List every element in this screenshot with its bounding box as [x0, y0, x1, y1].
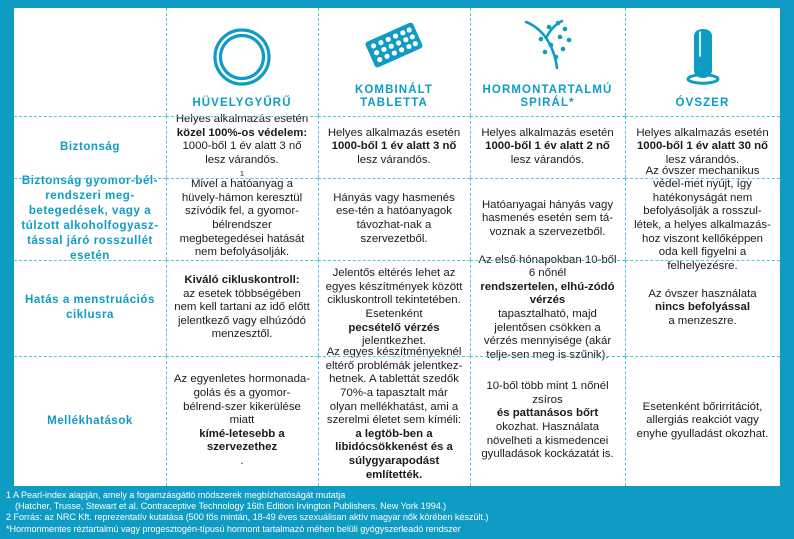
column-header-label: HORMONTARTALMÚ SPIRÁL*: [482, 84, 613, 109]
row-label-menstrual-cycle: Hatás a menstruációs ciklusra: [14, 260, 166, 356]
column-header-combined-pill: [318, 8, 470, 116]
column-header-condom: [625, 8, 780, 116]
cell-gi-ring: Mivel a hatóanyag a hüvely-hámon keresztül szívódik fel, a gyomor-bélrendszer megbetegedései hatását nem befolyásolják.: [166, 178, 318, 260]
column-header-label: ÓVSZER: [675, 97, 730, 109]
footnote-1-source: (Hatcher, Trusse, Stewart et al. Contraceptive Technology 16th Edition Irvington Publishers. New York 1994.): [15, 501, 447, 512]
cell-side-pill: Az egyes készítményeknél eltérő problémák jelentkez-hetnek. A tablettát szedők 70%-a tapasztalt már olyan mellékhatást, ami a szerelmi életet sem kíméli: a legtöb-ben a libidócsökkenést és a súlygyarapodást említették.: [318, 356, 470, 486]
vaginal-ring-icon: [212, 23, 272, 91]
cell-gi-pill: Hányás vagy hasmenés ese-tén a hatóanyagok távozhat-nak a szervezetből.: [318, 178, 470, 260]
cell-side-condom: Esetenként bőrirritációt, allergiás reakciót vagy enyhe gyulladást okozhat.: [625, 356, 780, 486]
cell-cycle-iud: Az első hónapokban 10-ből 6 nőnél rendszertelen, elhú-zódó vérzés tapasztalható, majd jelentősen csökken a vérzés mennyisége (akár telje-sen meg is szűnik).: [470, 260, 625, 356]
row-label-side-effects: Mellékhatások: [14, 356, 166, 486]
footnotes: [0, 486, 794, 539]
cell-cycle-pill: Jelentős eltérés lehet az egyes készítmények között cikluskontroll tekintetében. Esetenként pecsételő vérzés jelentkezhet.: [318, 260, 470, 356]
column-header-label: HÜVELYGYŰRŰ: [192, 97, 292, 109]
comparison-table: [14, 8, 780, 486]
column-header-vaginal-ring: [166, 8, 318, 116]
column-header-hormonal-iud: [470, 8, 625, 116]
cell-cycle-condom: Az óvszer használata nincs befolyással a menzeszre.: [625, 260, 780, 356]
cell-gi-iud: Hatóanyagai hányás vagy hasmenés esetén sem tá-voznak a szervezetből.: [470, 178, 625, 260]
footnote-1: 1 A Pearl-index alapján, amely a fogamzásgátló módszerek megbízhatóságát mutatja: [6, 490, 346, 500]
cell-safety-ring: Helyes alkalmazás esetén közel 100%-os védelem: 1000-ből 1 év alatt 3 nő lesz várandós. 1: [166, 116, 318, 178]
footnote-2: 2 Forrás: az NRC Kft. reprezentatív kutatása (500 fős mintán, 18-49 éves szexuálisan aktív magyar nők körében készült.): [6, 512, 489, 523]
cell-side-iud: 10-ből több mint 1 nőnél zsíros és pattanásos bőrt okozhat. Használata növelheti a kismedencei gyulladások kockázatát is.: [470, 356, 625, 486]
footnote-asterisk: *Hormonmentes réztartalmú vagy progesztogén-típusú hormont tartalmazó méhen belüli gyógyszerleadó rendszer: [6, 523, 461, 534]
condom-icon: [678, 23, 728, 91]
cell-safety-iud: Helyes alkalmazás esetén 1000-ből 1 év alatt 2 nő lesz várandós.: [470, 116, 625, 178]
cell-safety-pill: Helyes alkalmazás esetén 1000-ből 1 év alatt 3 nő lesz várandós.: [318, 116, 470, 178]
cell-safety-condom: Helyes alkalmazás esetén 1000-ből 1 év alatt 30 nő lesz várandós.: [625, 116, 780, 178]
pill-blister-pack-icon: [361, 12, 427, 78]
column-header-label: KOMBINÁLT TABLETTA: [354, 84, 434, 109]
hormonal-iud-icon: [516, 12, 580, 78]
row-label-gi-alcohol: Biztonság gyomor-bél-rendszeri meg-betegedések, vagy a túlzott alkoholfogyasz-tással járó rosszullét esetén: [14, 178, 166, 260]
cell-side-ring: Az egyenletes hormonada-golás és a gyomor-bélrend-szer kikerülése miatt kímé-letesebb a szervezethez .: [166, 356, 318, 486]
row-label-safety: Biztonság: [14, 116, 166, 178]
cell-gi-condom: Az óvszer mechanikus védel-met nyújt, így hatékonyságát nem befolyásolják a rosszul-létek, a helyes alkalmazás-hoz viszont kellőképpen oda kell figyelni a felhelyezésre.: [625, 178, 780, 260]
table-corner-blank: [14, 8, 166, 116]
cell-cycle-ring: Kiváló cikluskontroll: az esetek többségében nem kell tartani az idő előtt jelentkező vagy elhúzódó menzesztől.: [166, 260, 318, 356]
